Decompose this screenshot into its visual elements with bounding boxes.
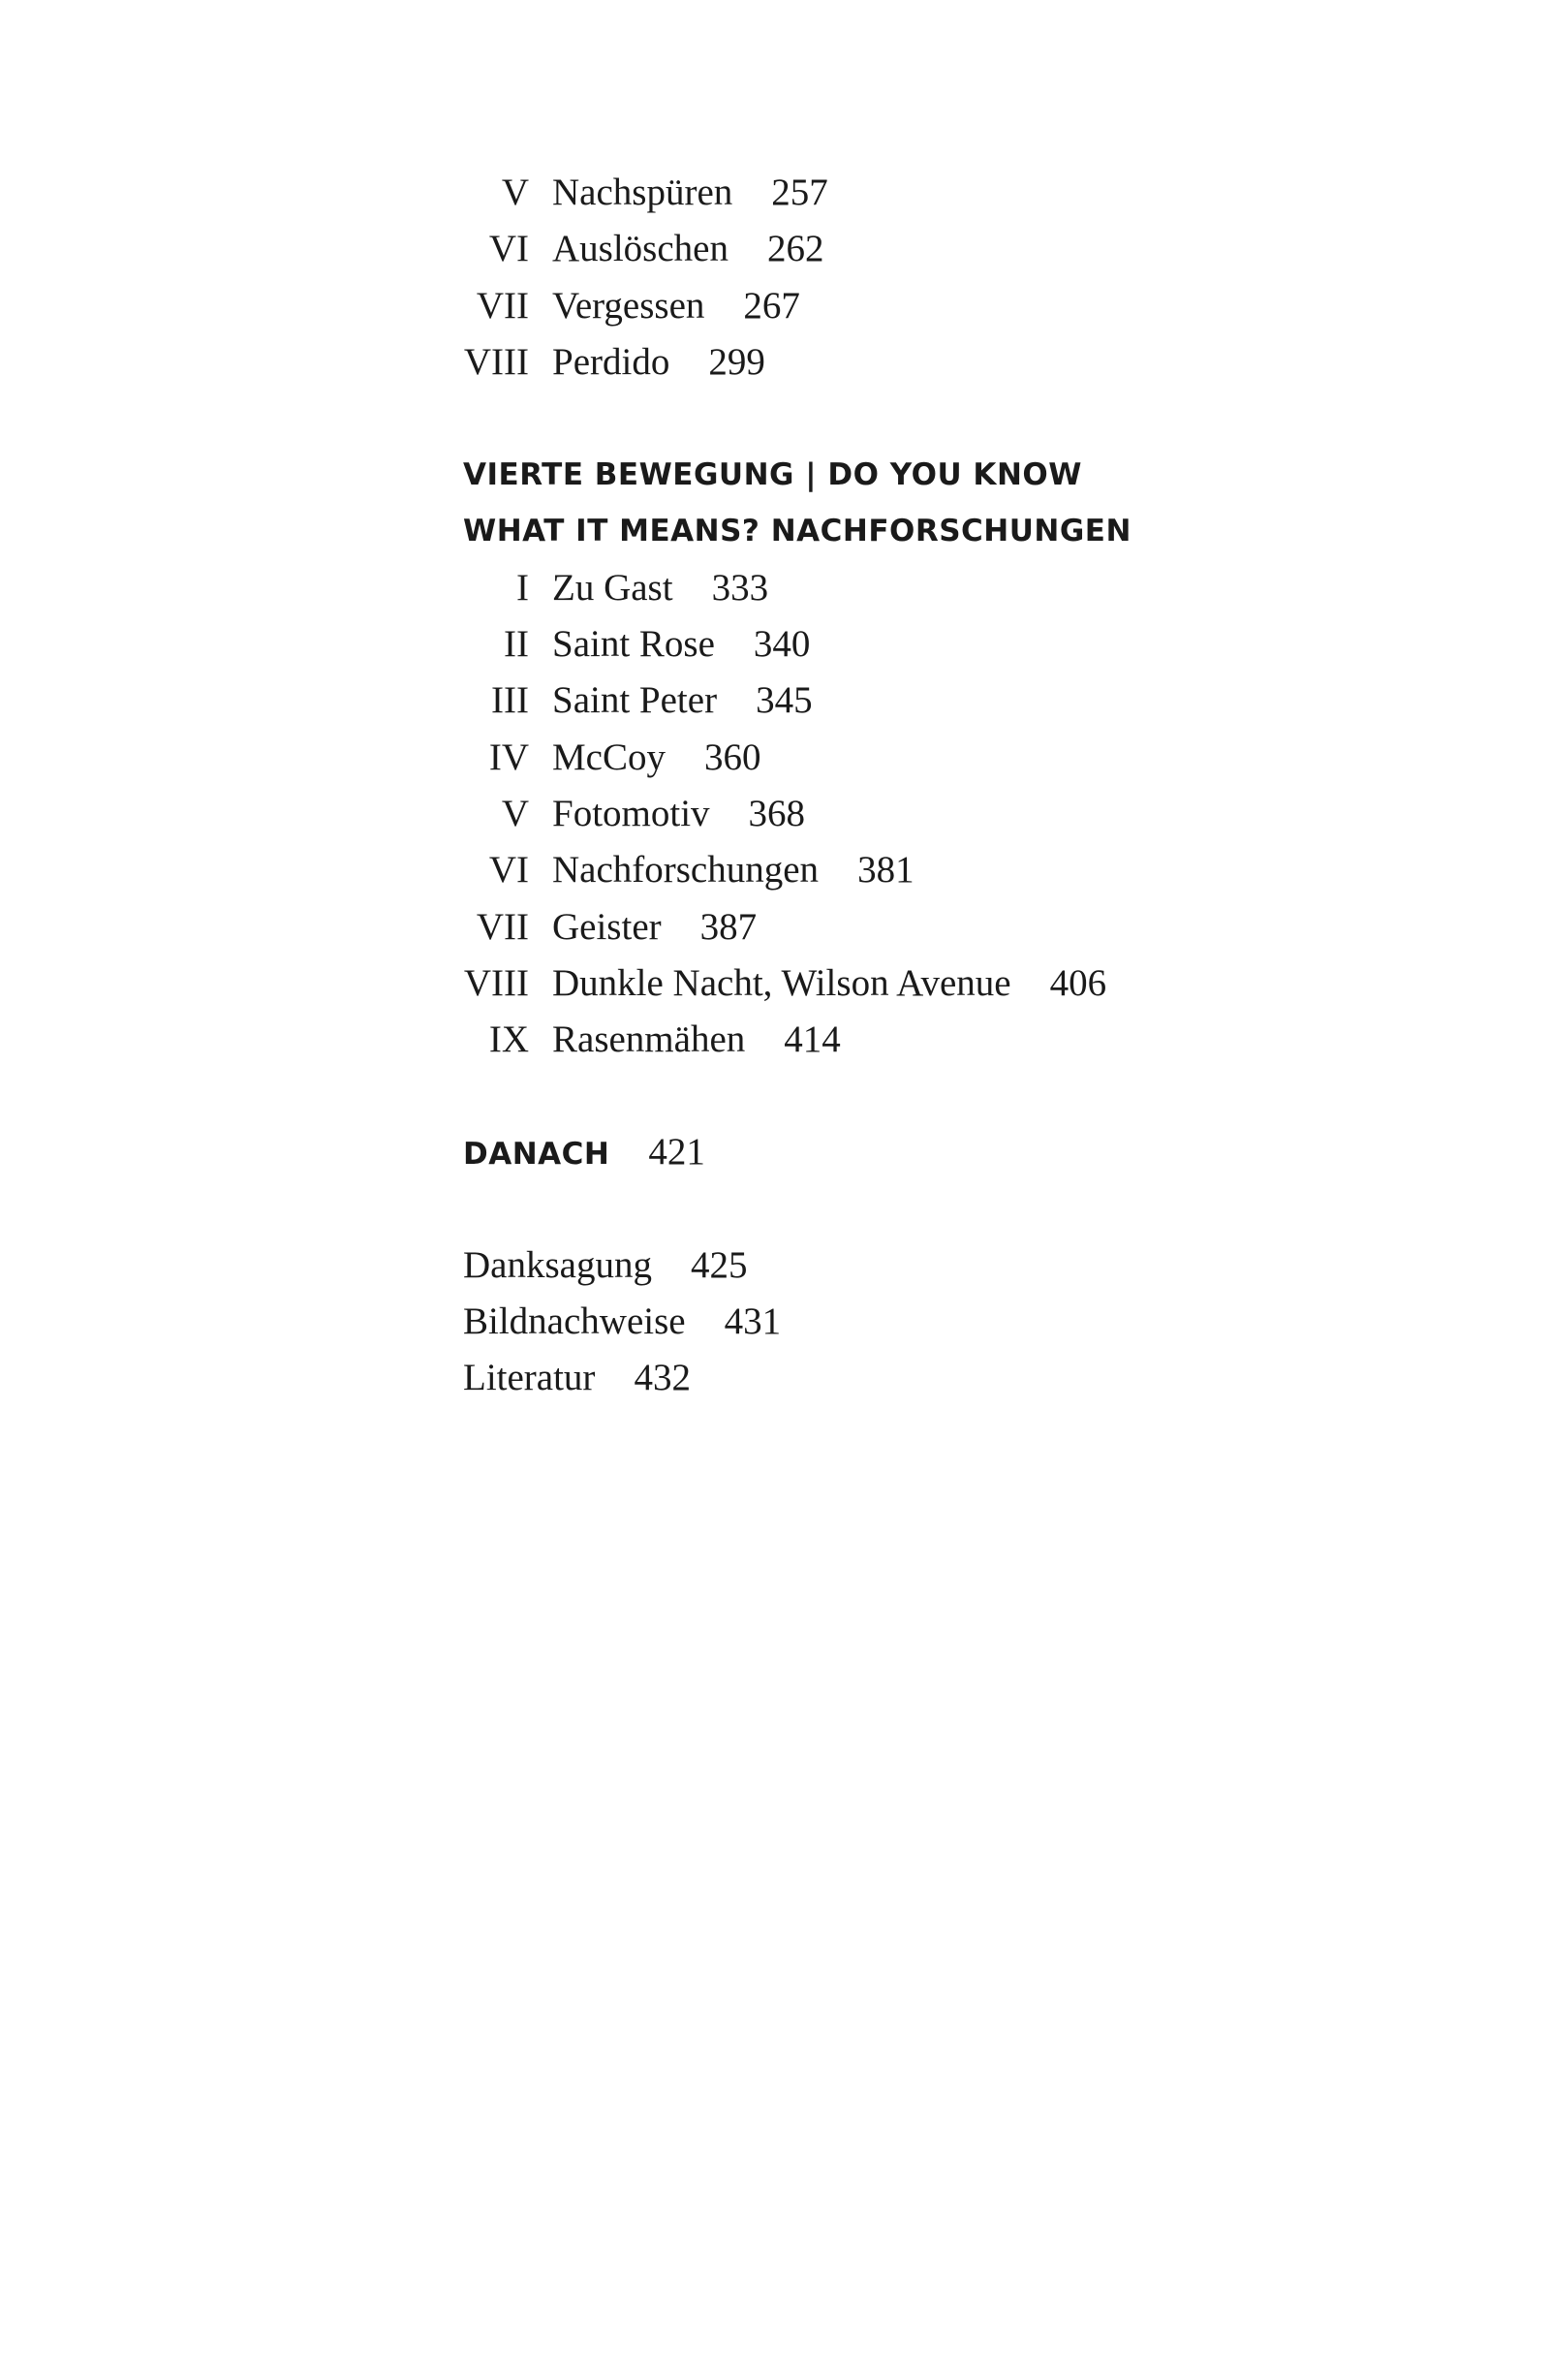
page-number: 333 xyxy=(711,566,769,609)
chapter-title: Saint Rose xyxy=(552,623,715,666)
page-number: 425 xyxy=(690,1243,748,1286)
page-number: 421 xyxy=(648,1131,705,1174)
toc-entry xyxy=(463,730,1335,786)
chapter-title: Saint Peter xyxy=(552,679,718,722)
chapter-number: VI xyxy=(488,849,529,892)
table-of-contents xyxy=(463,165,1335,1407)
toc-entry xyxy=(463,955,1335,1012)
page-number: 406 xyxy=(1049,961,1107,1004)
chapter-title: Zu Gast xyxy=(552,566,673,609)
chapter-title: McCoy xyxy=(552,736,666,778)
toc-entry xyxy=(463,221,1335,277)
section-gap xyxy=(463,1181,1335,1237)
toc-entry xyxy=(463,786,1335,842)
chapter-number: VII xyxy=(476,905,529,948)
part-heading-line-2: WHAT IT MEANS? NACHFORSCHUNGEN xyxy=(463,514,1132,549)
chapter-title: Dunkle Nacht, Wilson Avenue xyxy=(552,961,1011,1004)
section-gap xyxy=(463,391,1335,447)
chapter-number: VIII xyxy=(463,961,529,1004)
toc-entry xyxy=(463,278,1335,334)
chapter-number: IX xyxy=(488,1018,529,1061)
appendix-entry xyxy=(463,1294,1335,1350)
toc-entry xyxy=(463,899,1335,955)
page-number: 414 xyxy=(784,1018,841,1061)
toc-entry xyxy=(463,842,1335,898)
toc-entry xyxy=(463,165,1335,221)
chapter-number: I xyxy=(516,566,529,609)
appendix-title: Literatur xyxy=(463,1357,596,1399)
chapter-title: Auslöschen xyxy=(552,228,728,270)
chapter-number: V xyxy=(501,172,529,213)
page-number: 340 xyxy=(753,623,811,666)
danach-heading: DANACH xyxy=(463,1137,610,1173)
chapter-number: VII xyxy=(476,284,529,327)
chapter-title: Vergessen xyxy=(552,284,705,327)
appendix-entry xyxy=(463,1350,1335,1406)
chapter-number: II xyxy=(504,623,529,666)
part-heading-line-1: VIERTE BEWEGUNG | DO YOU KNOW xyxy=(463,457,1082,493)
toc-entry xyxy=(463,560,1335,616)
appendix-title: Bildnachweise xyxy=(463,1300,686,1343)
page-number: 267 xyxy=(743,284,800,327)
chapter-title: Nachspüren xyxy=(552,172,733,213)
toc-entry xyxy=(463,1012,1335,1068)
appendix-title: Danksagung xyxy=(463,1243,652,1286)
danach-entry xyxy=(463,1124,1335,1180)
chapter-number: IV xyxy=(488,736,529,778)
page-number: 299 xyxy=(708,340,765,383)
chapter-title: Fotomotiv xyxy=(552,792,710,834)
chapter-title: Rasenmähen xyxy=(552,1018,746,1061)
toc-entry xyxy=(463,616,1335,673)
page-number: 387 xyxy=(699,905,758,948)
page-number: 381 xyxy=(857,849,914,892)
chapter-title: Nachforschungen xyxy=(552,849,820,892)
page-number: 345 xyxy=(756,679,813,722)
chapter-number: VIII xyxy=(463,340,529,383)
chapter-number: V xyxy=(501,792,529,834)
chapter-number: VI xyxy=(488,228,529,270)
toc-entry xyxy=(463,334,1335,391)
page-number: 431 xyxy=(724,1300,782,1343)
chapter-number: III xyxy=(491,679,529,722)
chapter-title: Perdido xyxy=(552,340,670,383)
page-number: 257 xyxy=(771,172,828,213)
section-gap xyxy=(463,1068,1335,1124)
page-number: 368 xyxy=(748,792,806,834)
page-number: 360 xyxy=(704,736,761,778)
toc-entry xyxy=(463,673,1335,729)
page-number: 262 xyxy=(766,228,824,270)
page-number: 432 xyxy=(634,1357,691,1399)
appendix-entry xyxy=(463,1237,1335,1294)
chapter-title: Geister xyxy=(552,905,662,948)
